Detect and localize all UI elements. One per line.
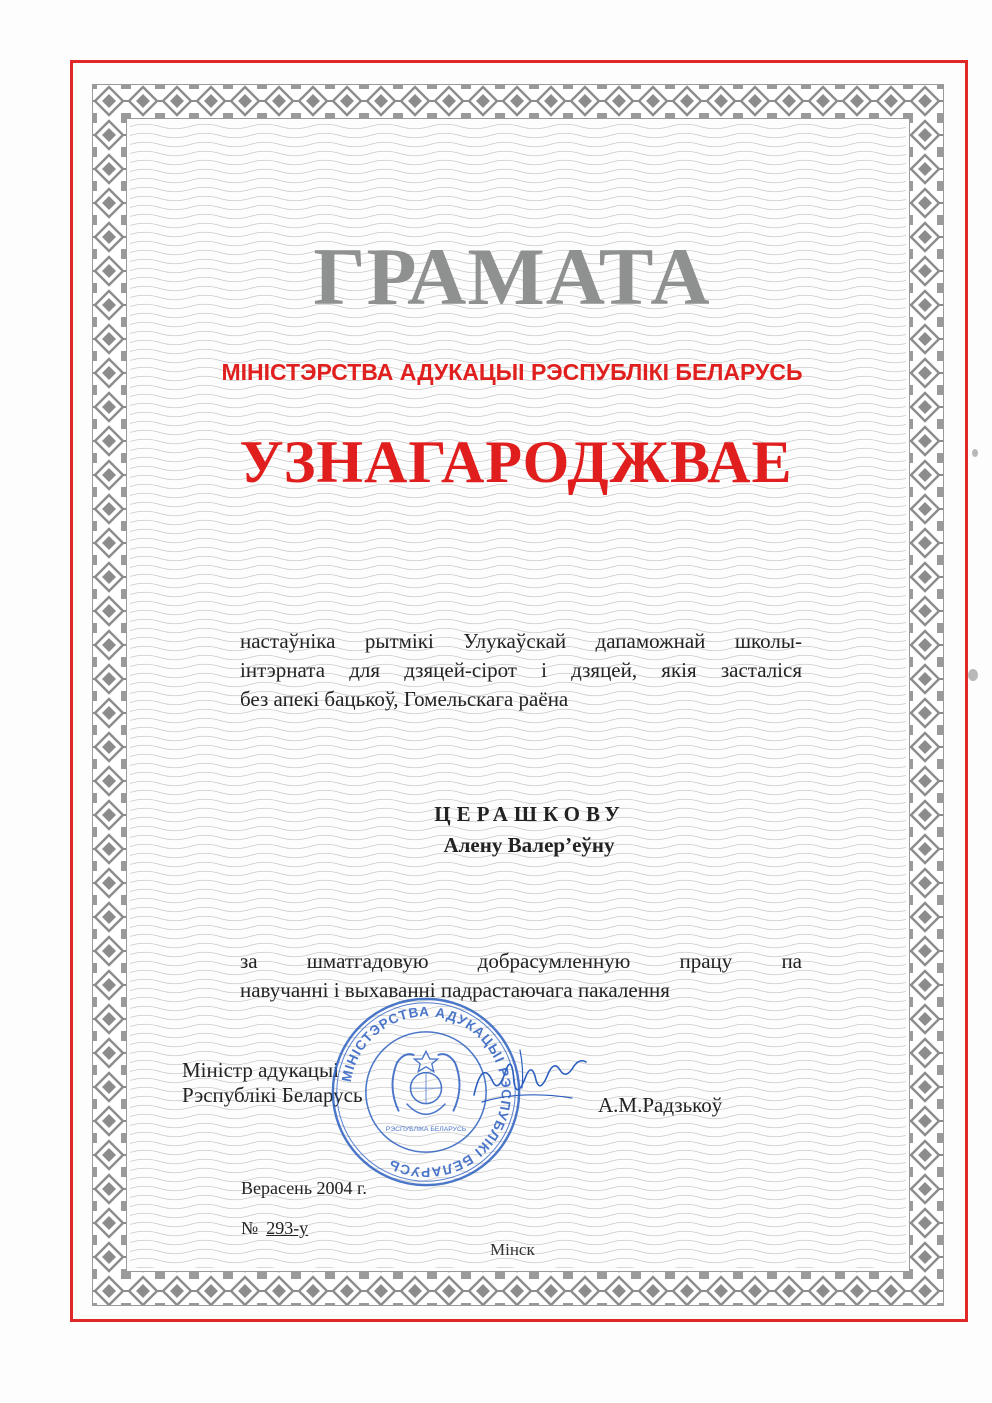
- position-word: і: [541, 658, 547, 682]
- position-word: дзяцей,: [571, 658, 638, 682]
- recipient-position: [240, 627, 802, 714]
- position-word: школы-: [734, 629, 802, 653]
- recipient-surname: ЦЕРАШКОВУ: [434, 802, 626, 826]
- position-line-2: [240, 656, 802, 685]
- number-value: 293-у: [266, 1218, 309, 1238]
- position-word: Улукаўскай: [463, 629, 567, 653]
- scan-smudge: [968, 669, 978, 681]
- reason-line-2: навучанні і выхаванні падрастаючага пакалення: [240, 978, 670, 1002]
- signatory-name: А.М.Радзькоў: [598, 1093, 723, 1117]
- signatory-role-line-1: Міністр адукацыі: [182, 1058, 339, 1082]
- certificate-title: ГРАМАТА: [313, 231, 711, 322]
- position-word: рытмікі: [364, 629, 434, 653]
- signatory-role-line-2: Рэспублікі Беларусь: [182, 1083, 363, 1107]
- handwritten-signature: [462, 1040, 592, 1115]
- reason-line-1: [240, 947, 802, 976]
- scan-smudge: [972, 449, 978, 457]
- reason-word: за: [240, 949, 258, 973]
- position-word: для: [349, 658, 381, 682]
- number-label: №: [241, 1218, 259, 1238]
- certificate-number: [241, 1218, 308, 1239]
- position-line-3: без апекі бацькоў, Гомельскага раёна: [240, 687, 569, 711]
- recipient-name: Алену Валер’еўну: [443, 833, 615, 857]
- issue-date: Верасень 2004 г.: [241, 1178, 367, 1198]
- reason-word: працу: [679, 949, 733, 973]
- reason-word: добрасумленную: [477, 949, 631, 973]
- seal-center-text: РЭСПУБЛІКА БЕЛАРУСЬ: [385, 1125, 467, 1133]
- award-verb: УЗНАГАРОДЖВАЕ: [239, 429, 793, 495]
- coat-of-arms-emblem: [392, 1051, 459, 1114]
- position-word: інтэрната: [240, 658, 326, 682]
- position-word: настаўніка: [240, 629, 336, 653]
- position-word: якія: [661, 658, 697, 682]
- issuer-heading: МІНІСТЭРСТВА АДУКАЦЫІ РЭСПУБЛІКІ БЕЛАРУСЬ: [221, 359, 803, 385]
- issue-city: Мінск: [490, 1240, 535, 1259]
- position-word: засталіся: [720, 658, 802, 682]
- position-line-1: [240, 627, 802, 656]
- position-word: дапаможнай: [595, 629, 706, 653]
- reason-word: па: [781, 949, 802, 973]
- reason-word: шматгадовую: [306, 949, 429, 973]
- seal-ring-text: МІНІСТЭРСТВА АДУКАЦЫІ РЭСПУБЛІКІ БЕЛАРУСЬ: [338, 1004, 514, 1180]
- position-word: дзяцей-сірот: [404, 658, 517, 682]
